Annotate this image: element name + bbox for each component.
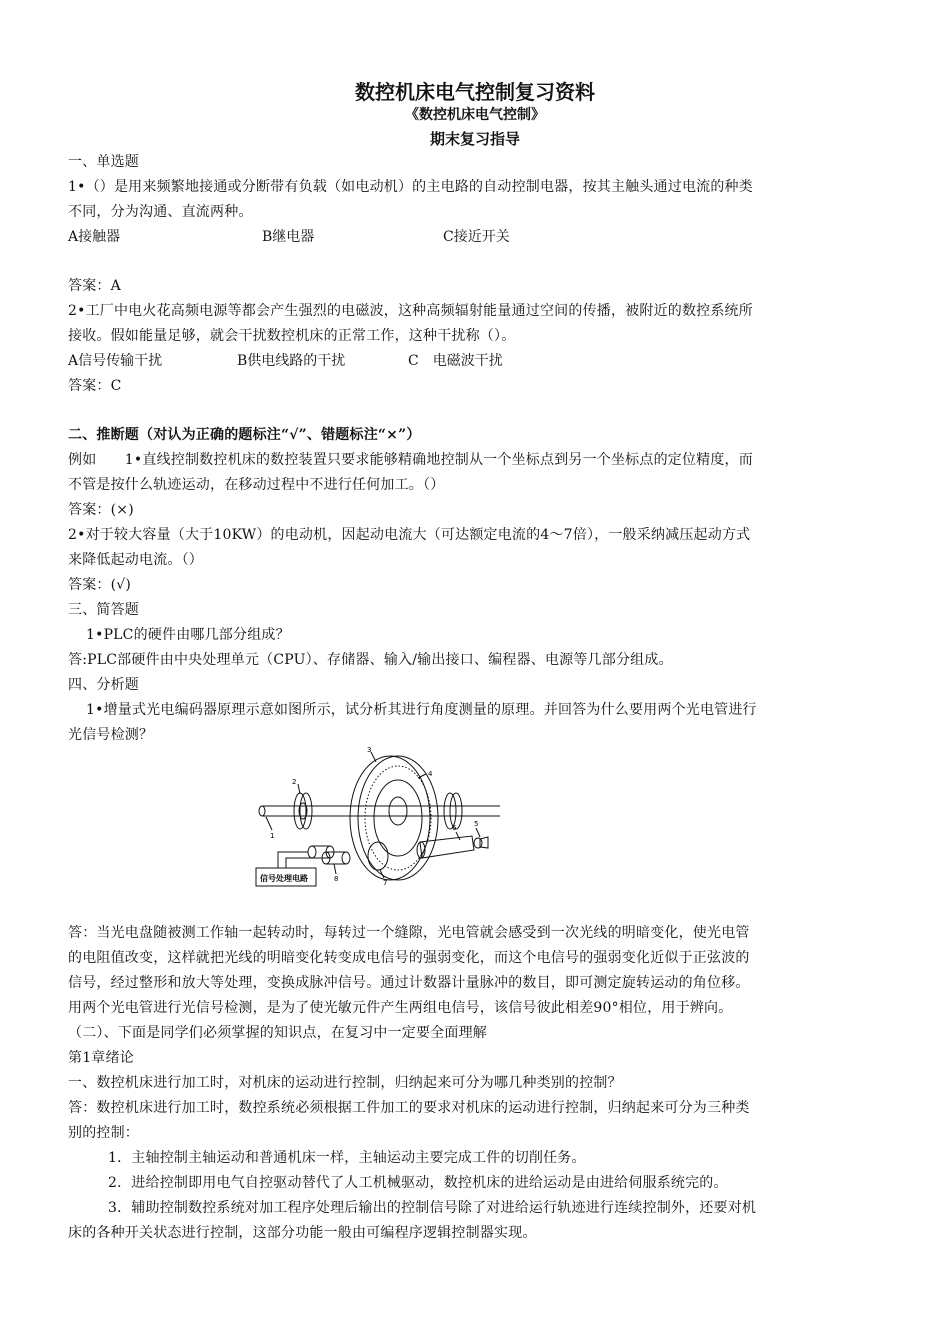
- signal-processing-label: 信号处理电路: [260, 874, 308, 883]
- question-text: 1•（）是用来频繁地接通或分断带有负载（如电动机）的主电路的自动控制电器，按其主触头通过电流的种类: [68, 179, 753, 195]
- section-heading-true-false: 二、推断题（对认为正确的题标注“√”、错题标注“×”）: [68, 427, 421, 443]
- question-text: 2•工厂中电火花高频电源等都会产生强烈的电磁波，这种高频辐射能量通过空间的传播，被附近的数控系统所: [68, 303, 753, 319]
- answer-text: 答案：A: [68, 278, 121, 294]
- list-item: 2．进给控制即用电气自控驱动替代了人工机械驱动，数控机床的进给运动是由进给伺服系统完的。: [108, 1175, 728, 1191]
- question-text: 不同，分为沟通、直流两种。: [68, 204, 253, 220]
- figure-callout: 7: [383, 879, 388, 887]
- answer-text: 用两个光电管进行光信号检测，是为了使光敏元件产生两组电信号，该信号彼此相差90°相位，用于辨向。: [68, 1000, 733, 1016]
- figure-callout: 4: [428, 770, 433, 778]
- section-heading-short-answer: 三、简答题: [68, 602, 139, 618]
- list-item: 3．辅助控制数控系统对加工程序处理后输出的控制信号除了对进给运行轨迹进行连续控制外，还要对机: [108, 1200, 757, 1216]
- question-text: 光信号检测？: [68, 727, 154, 743]
- answer-text: 答案：(√): [68, 577, 132, 593]
- question-text: 1•增量式光电编码器原理示意如图所示，试分析其进行角度测量的原理。并回答为什么要用两个光电管进行: [86, 702, 757, 718]
- section-heading-analysis: 四、分析题: [68, 677, 139, 693]
- answer-text: 别的控制：: [68, 1125, 139, 1141]
- figure-callout: 8: [334, 875, 339, 883]
- document-subtitle: 《数控机床电气控制》: [405, 107, 545, 123]
- figure-callout: 3: [367, 746, 372, 754]
- question-text: 来降低起动电流。（）: [68, 552, 203, 568]
- document-heading: 期末复习指导: [429, 130, 520, 148]
- figure-callout: 6: [452, 824, 457, 832]
- answer-text: 答:PLC部硬件由中央处理单元（CPU）、存储器、输入/输出接口、编程器、电源等几部分组成。: [68, 652, 673, 668]
- encoder-diagram: [250, 744, 500, 892]
- option-a: A接触器: [68, 229, 121, 245]
- part-heading: （二）、下面是同学们必须掌握的知识点，在复习中一定要全面理解: [68, 1025, 487, 1041]
- option-c: C 电磁波干扰: [408, 353, 503, 369]
- question-text: 接收。假如能量足够，就会干扰数控机床的正常工作，这种干扰称（）。: [68, 328, 516, 344]
- figure-callout: 1: [270, 832, 275, 840]
- option-a: A信号传输干扰: [68, 353, 163, 369]
- chapter-heading: 第1章绪论: [68, 1050, 134, 1066]
- list-item: 床的各种开关状态进行控制，这部分功能一般由可编程序逻辑控制器实现。: [68, 1225, 537, 1241]
- option-c: C接近开关: [443, 229, 510, 245]
- option-b: B供电线路的干扰: [237, 353, 346, 369]
- document-title: 数控机床电气控制复习资料: [355, 80, 595, 104]
- answer-text: 答：当光电盘随被测工作轴一起转动时，每转过一个缝隙，光电管就会感受到一次光线的明暗变化，使光电管: [68, 925, 750, 941]
- answer-text: 的电阻值改变，这样就把光线的明暗变化转变成电信号的强弱变化，而这个电信号的强弱变化近似于正弦波的: [68, 950, 750, 966]
- list-item: 1．主轴控制主轴运动和普通机床一样，主轴运动主要完成工件的切削任务。: [108, 1150, 586, 1166]
- answer-text: 答：数控机床进行加工时，数控系统必须根据工件加工的要求对机床的运动进行控制，归纳起来可分为三种类: [68, 1100, 750, 1116]
- answer-text: 答案：C: [68, 378, 122, 394]
- question-text: 例如 1•直线控制数控机床的数控装置只要求能够精确地控制从一个坐标点到另一个坐标点的定位精度，而: [68, 452, 753, 468]
- figure-callout: 2: [292, 778, 297, 786]
- question-text: 不管是按什么轨迹运动，在移动过程中不进行任何加工。（）: [68, 477, 445, 493]
- question-text: 1•PLC的硬件由哪几部分组成？: [86, 627, 290, 643]
- figure-callout: 5: [474, 820, 479, 828]
- question-text: 2•对于较大容量（大于10KW）的电动机，因起动电流大（可达额定电流的4～7倍），一般采纳减压起动方式: [68, 527, 751, 543]
- option-b: B继电器: [262, 229, 315, 245]
- answer-text: 信号，经过整形和放大等处理，变换成脉冲信号。通过计数器计量脉冲的数目，即可测定旋转运动的角位移。: [68, 975, 750, 991]
- section-heading-single-choice: 一、单选题: [68, 154, 139, 170]
- answer-text: 答案：(×): [68, 502, 134, 518]
- question-text: 一、数控机床进行加工时，对机床的运动进行控制，归纳起来可分为哪几种类别的控制？: [68, 1075, 622, 1091]
